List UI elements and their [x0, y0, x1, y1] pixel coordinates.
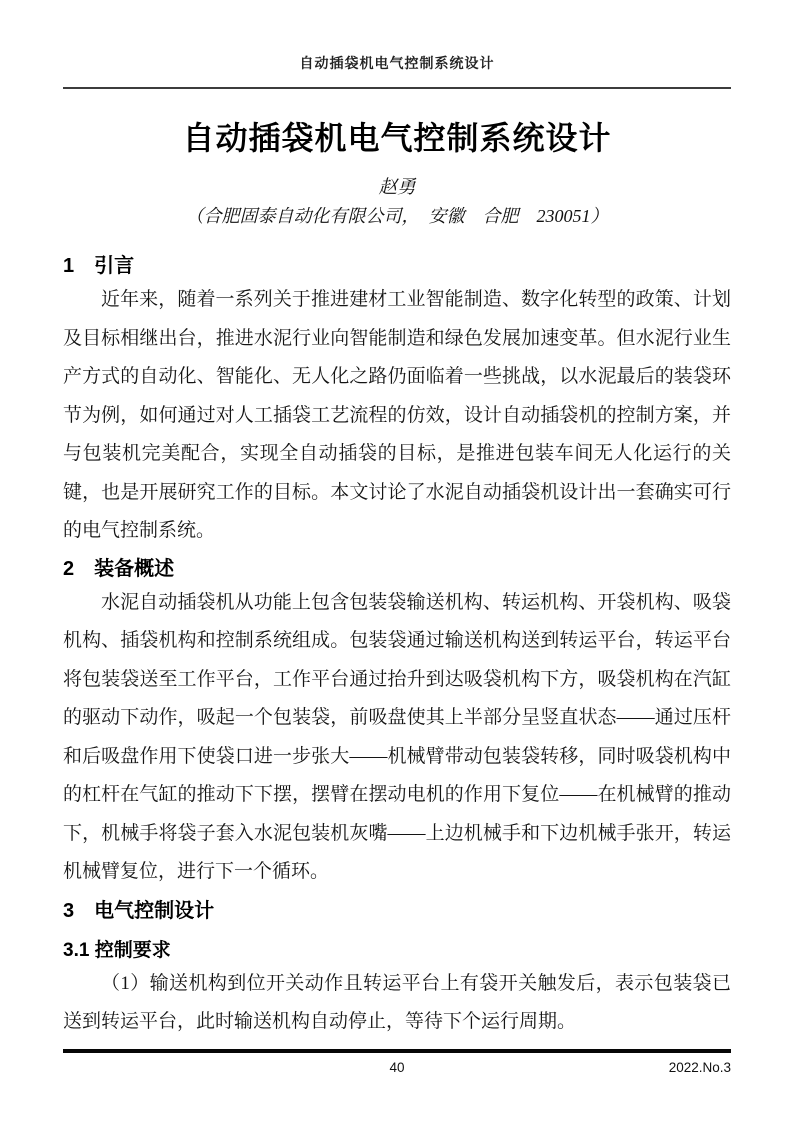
paragraph-control-requirements: （1）输送机构到位开关动作且转运平台上有袋开关触发后，表示包装袋已送到转运平台，此时输送机构自动停止，等待下个运行周期。 — [63, 972, 731, 1032]
footer-page-number: 40 — [389, 1060, 405, 1075]
running-title: 自动插袋机电气控制系统设计 — [299, 55, 495, 71]
author-affiliation: （合肥固泰自动化有限公司， 安徽 合肥 230051） — [185, 206, 609, 226]
article-title: 自动插袋机电气控制系统设计 — [182, 120, 612, 156]
paragraph-introduction: 近年来，随着一系列关于推进建材工业智能制造、数字化转型的政策、计划及目标相继出台，推进水泥行业向智能制造和绿色发展加速变革。但水泥行业生产方式的自动化、智能化、无人化之路仍面临着一些挑战，以水泥最后的装袋环节为例，如何通过对人工插袋工艺流程的仿效，设计自动插袋机的控制方案，并与包装机完美配合，实现全自动插袋的目标，是推进包装车间无人化运行的关键，也是开展研究工作的目标。本文讨论了水泥自动插袋机设计出一套确实可行的电气控制系统。 — [63, 289, 731, 541]
author-name: 赵勇 — [378, 178, 416, 198]
section-heading-electrical-control-design: 3 电气控制设计 — [63, 899, 215, 922]
page-footer — [63, 1058, 731, 1078]
footer-issue-label: 2022.No.3 — [668, 1060, 731, 1075]
footer-rule — [63, 1049, 731, 1053]
section-heading-equipment-overview: 2 装备概述 — [63, 557, 175, 580]
section-heading-introduction: 1 引言 — [63, 255, 135, 277]
subsection-heading-control-requirements: 3.1 控制要求 — [63, 939, 171, 961]
running-header — [63, 0, 731, 89]
paragraph-equipment-overview: 水泥自动插袋机从功能上包含包装袋输送机构、转运机构、开袋机构、吸袋机构、插袋机构和控制系统组成。包装袋通过输送机构送到转运平台，转运平台将包装袋送至工作平台，工作平台通过抬升到达吸袋机构下方，吸袋机构在汽缸的驱动下动作，吸起一个包装袋，前吸盘使其上半部分呈竖直状态——通过压杆和后吸盘作用下使袋口进一步张大——机械臂带动包装袋转移，同时吸袋机构中的杠杆在气缸的推动下下摆，摆臂在摆动电机的作用下复位——在机械臂的推动下，机械手将袋子套入水泥包装机灰嘴——上边机械手和下边机械手张开，转运机械臂复位，进行下一个循环。 — [63, 591, 731, 882]
